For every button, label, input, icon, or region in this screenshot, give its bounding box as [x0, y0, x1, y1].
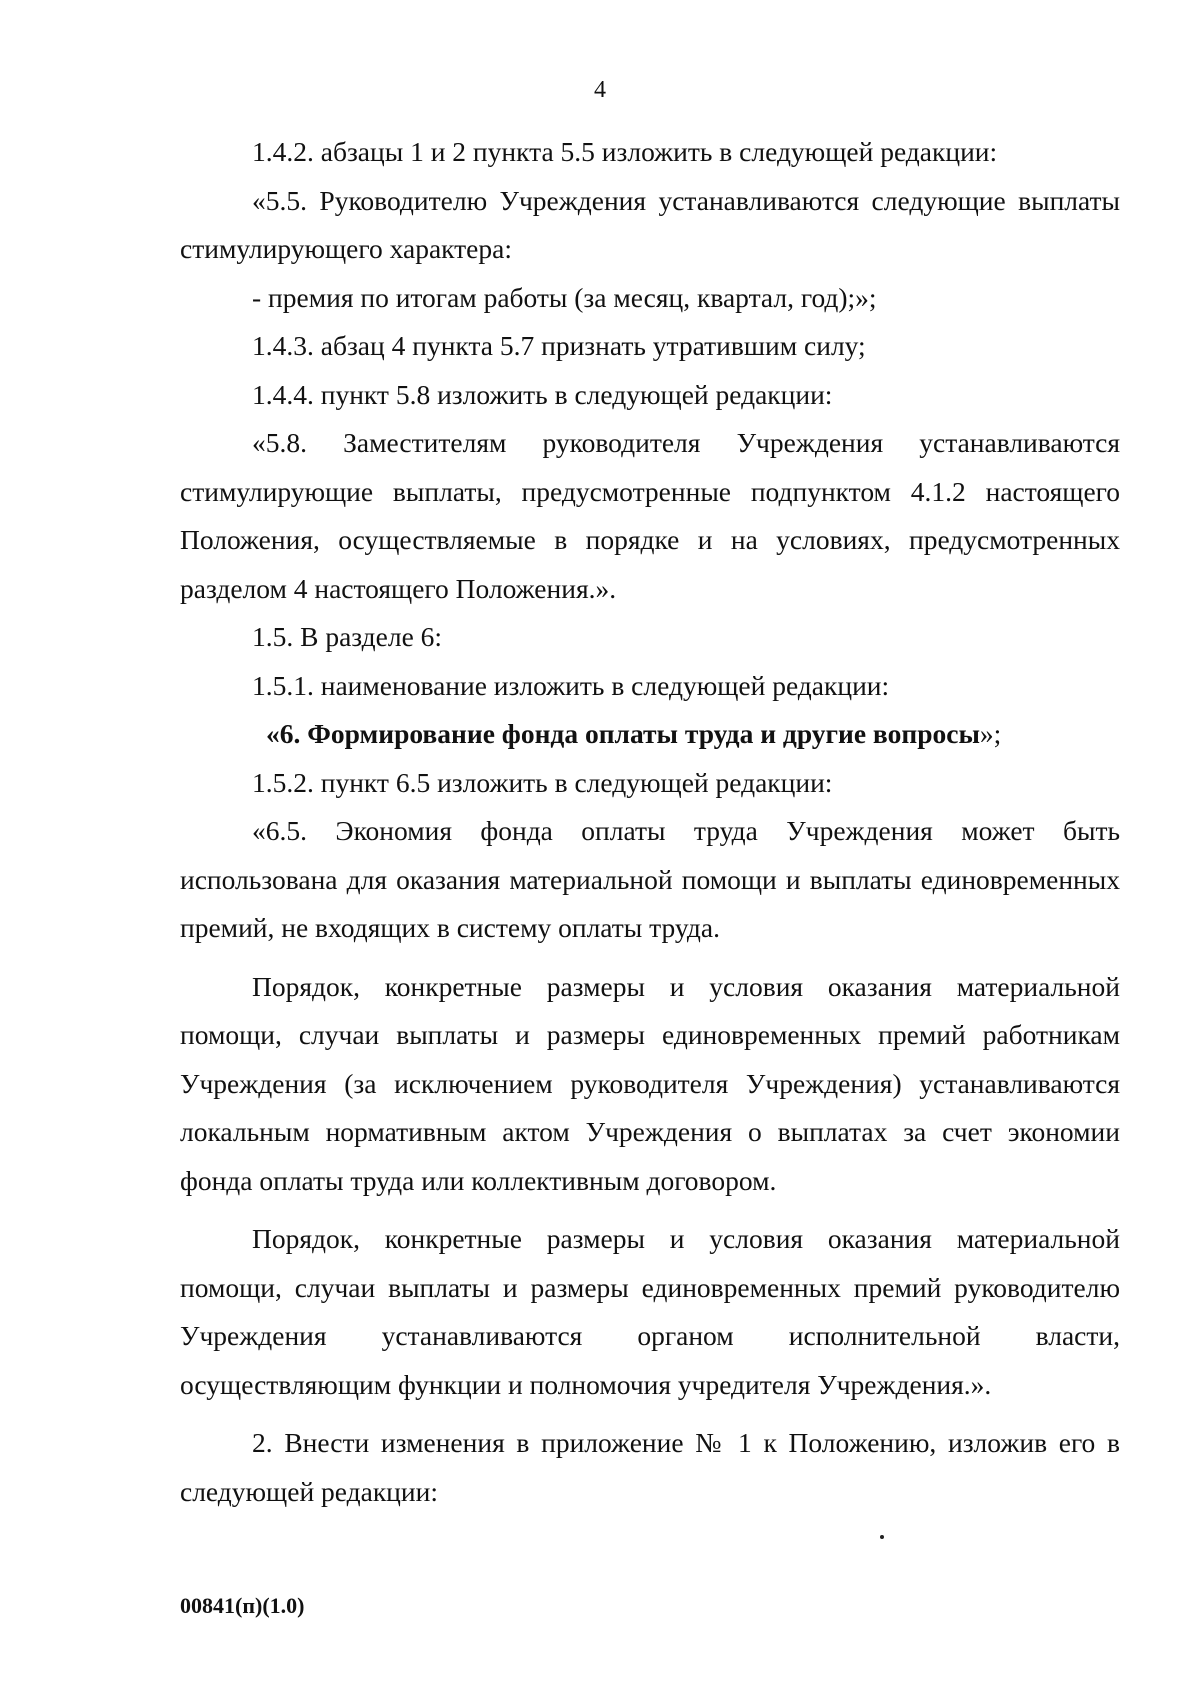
- document-body: [180, 128, 1120, 1516]
- paragraph-1-4-2: 1.4.2. абзацы 1 и 2 пункта 5.5 изложить в следующей редакции:: [252, 136, 998, 167]
- paragraph-procedure-workers: Порядок, конкретные размеры и условия оказания материальной помощи, случаи выплаты и размеры единовременных премий работникам Учреждения (за исключением руководителя Учреждения) устанавливаются локальным нормативным актом Учреждения о выплатах за счет экономии фонда оплаты труда или коллективным договором.: [180, 970, 1120, 1196]
- paragraph-2-amendment: 2. Внести изменения в приложение № 1 к Положению, изложив его в следующей редакции:: [180, 1427, 1120, 1507]
- document-code: 00841(п)(1.0): [180, 1593, 305, 1618]
- section-6-heading: [180, 710, 1120, 759]
- paragraph-procedure-head: Порядок, конкретные размеры и условия оказания материальной помощи, случаи выплаты и размеры единовременных премий руководителю Учреждения устанавливаются органом исполнительной власти, осуществляющим функции и полномочия учредителя Учреждения.».: [180, 1223, 1120, 1400]
- paragraph-5-5-quote: «5.5. Руководителю Учреждения устанавливаются следующие выплаты стимулирующего характера:: [180, 184, 1120, 264]
- paragraph-6-5-quote: «6.5. Экономия фонда оплаты труда Учреждения может быть использована для оказания материальной помощи и выплаты единовременных премий, не входящих в систему оплаты труда.: [180, 815, 1120, 943]
- page-number: 4: [594, 77, 606, 103]
- scan-speck: [880, 1535, 884, 1539]
- paragraph-1-4-4: 1.4.4. пункт 5.8 изложить в следующей редакции:: [252, 378, 833, 410]
- section-6-heading-title: 6. Формирование фонда оплаты труда и другие вопросы: [279, 718, 980, 749]
- section-6-heading-close: »;: [979, 718, 1002, 749]
- paragraph-bonus-item: - премия по итогам работы (за месяц, квартал, год);»;: [252, 281, 877, 313]
- paragraph-1-4-3: 1.4.3. абзац 4 пункта 5.7 признать утратившим силу;: [252, 330, 866, 361]
- paragraph-1-5-1: 1.5.1. наименование изложить в следующей редакции:: [252, 669, 890, 701]
- section-6-heading-open-quote: «: [266, 718, 280, 749]
- paragraph-5-8-quote: «5.8. Заместителям руководителя Учреждения устанавливаются стимулирующие выплаты, предусмотренные подпунктом 4.1.2 настоящего Положения, осуществляемые в порядке и на условиях, предусмотренных разделом 4 настоящего Положения.».: [180, 427, 1120, 604]
- paragraph-1-5-2: 1.5.2. пункт 6.5 изложить в следующей редакции:: [252, 766, 833, 798]
- paragraph-1-5: 1.5. В разделе 6:: [252, 621, 443, 652]
